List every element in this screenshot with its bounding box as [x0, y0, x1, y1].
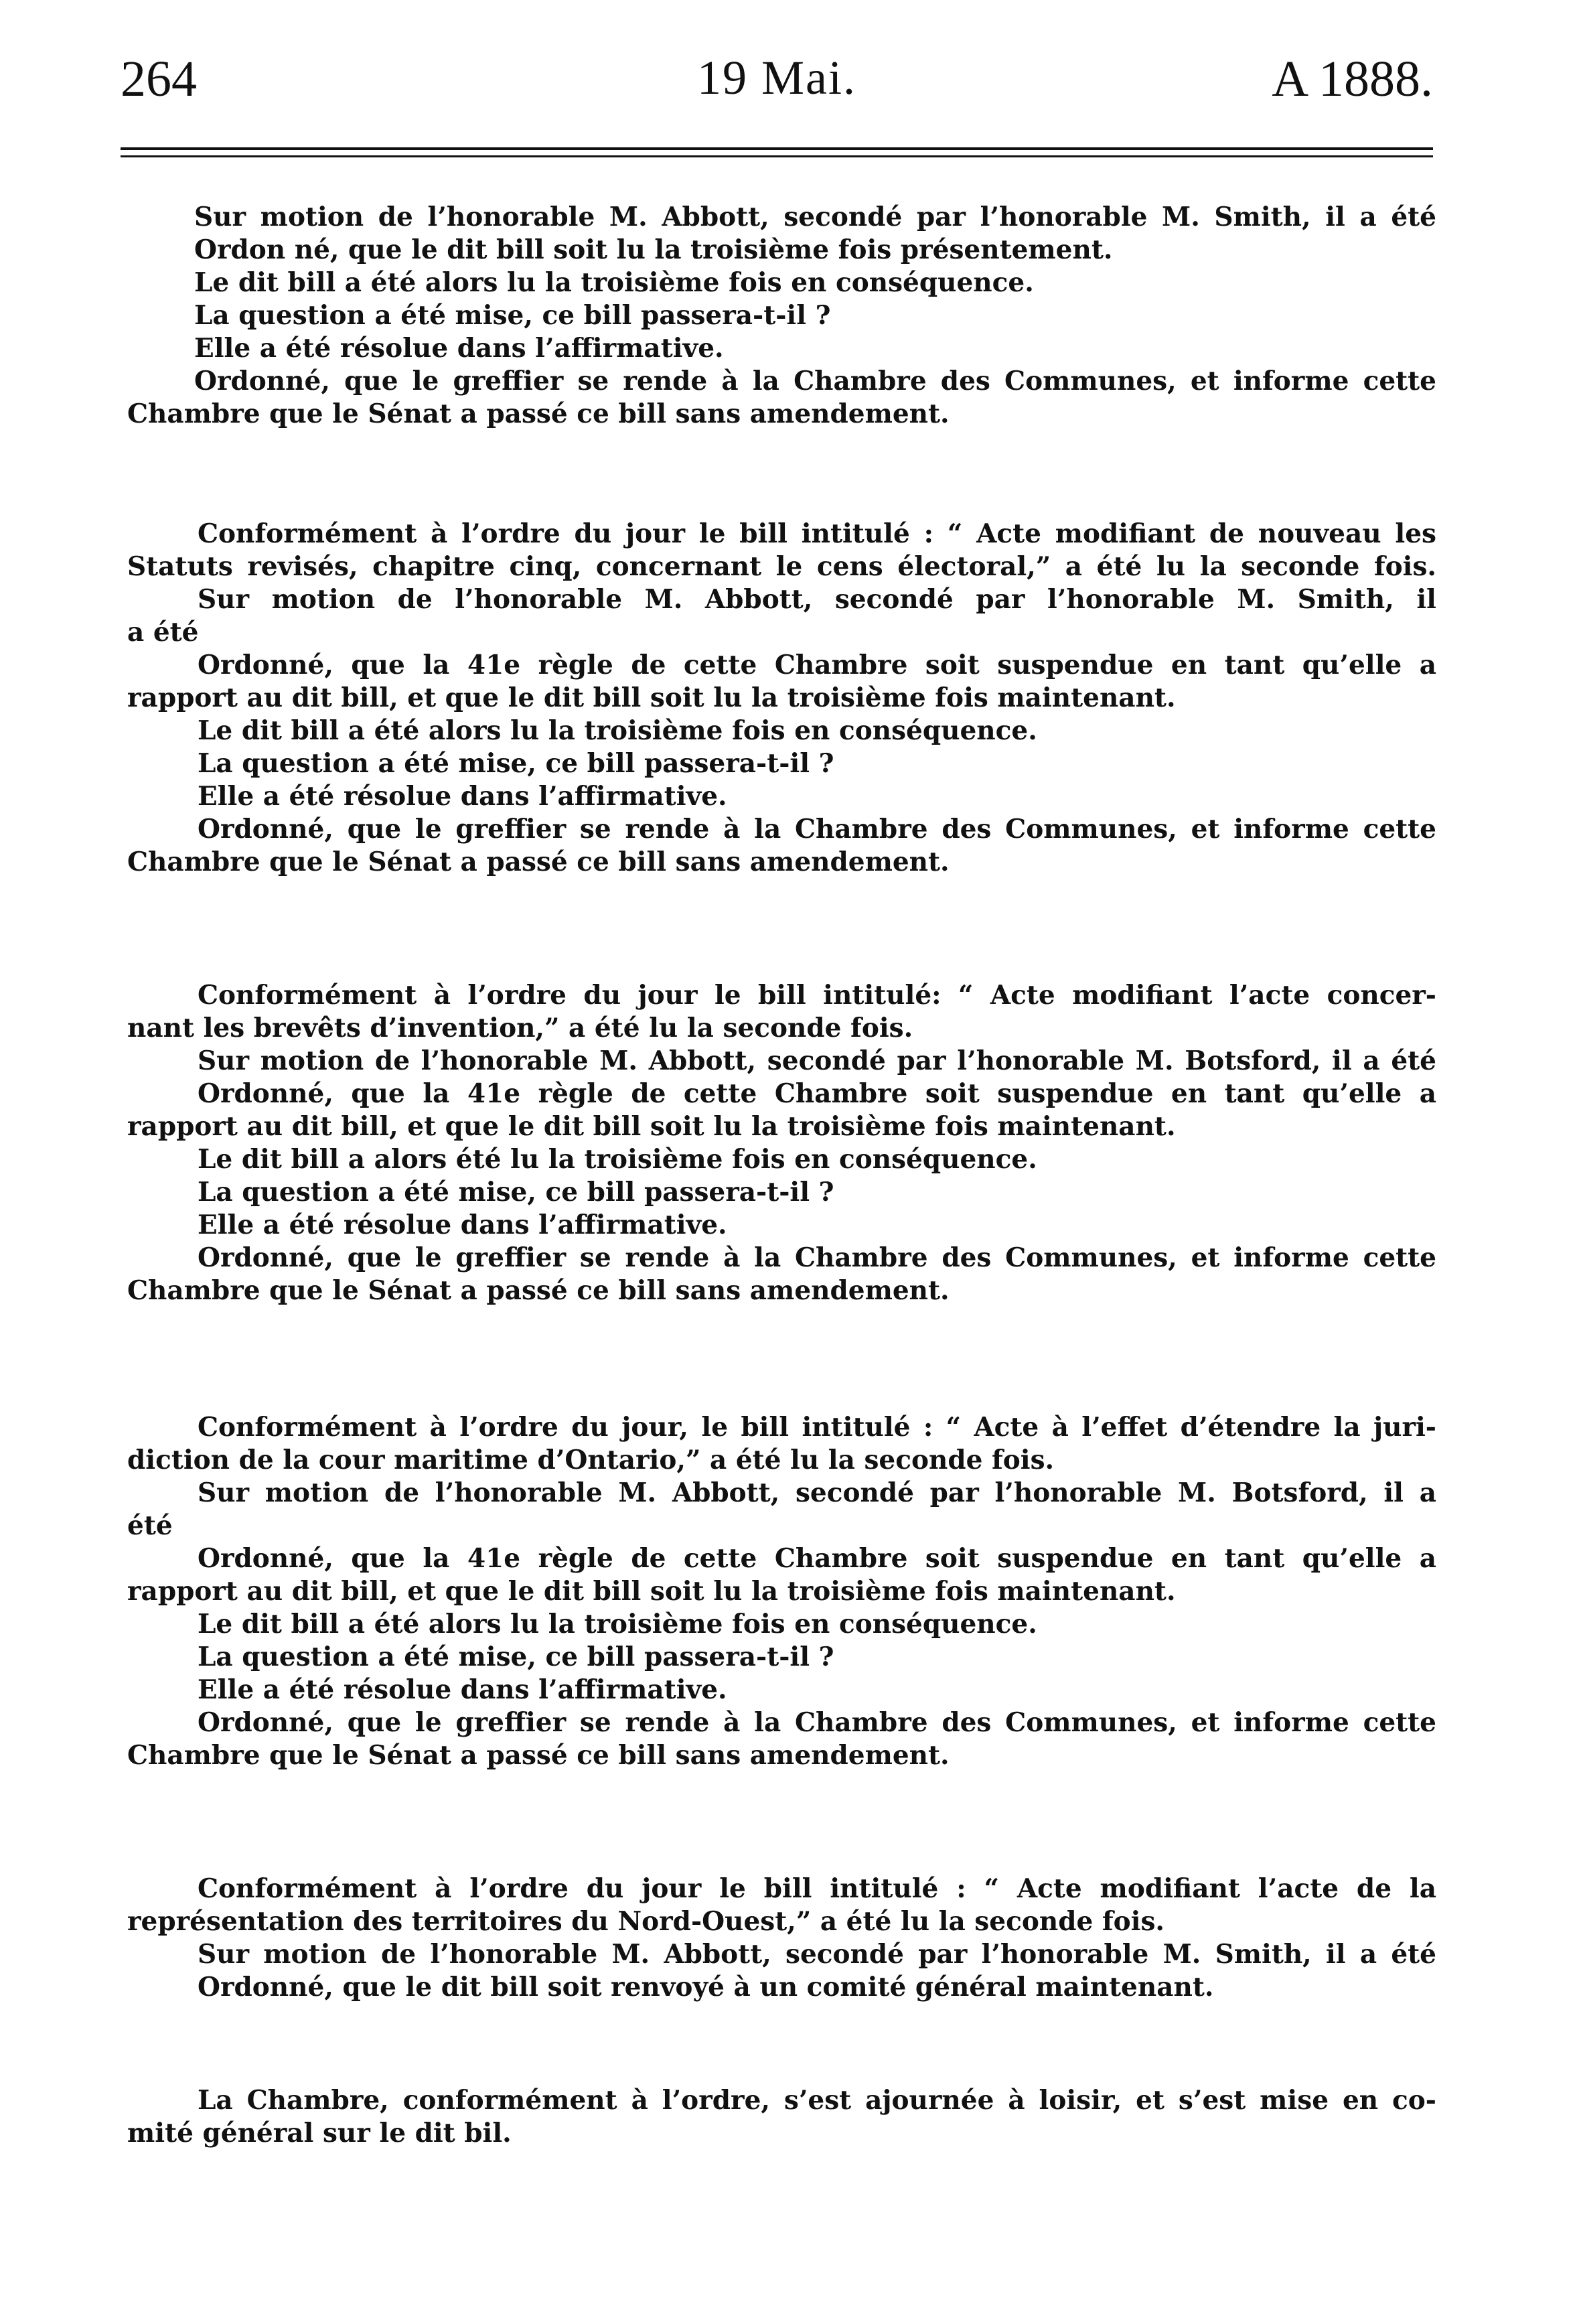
proceedings-section [127, 979, 1436, 1307]
header-year: A 1888. [1272, 51, 1433, 107]
text-line: Sur motion de l’honorable M. Abbott, secondé par l’honorable M. Smith, il a été [198, 1939, 1436, 1970]
text-line: La Chambre, conformément à l’ordre, s’est ajournée à loisir, et s’est mise en co- [198, 2085, 1436, 2116]
text-line: Le dit bill a été alors lu la troisième fois en conséquence. [198, 1609, 1037, 1640]
text-line: Ordonné, que le greffier se rende à la Chambre des Communes, et informe cette [198, 1242, 1436, 1273]
text-line: Sur motion de l’honorable M. Abbott, secondé par l’honorable M. Smith, il a été [194, 202, 1436, 232]
proceedings-section [127, 2084, 1436, 2150]
text-line: Statuts revisés, chapitre cinq, concernant le cens électoral,” a été lu la seconde fois. [127, 551, 1436, 582]
text-line: Ordonné, que la 41e règle de cette Chambre soit suspendue en tant qu’elle a [198, 1078, 1436, 1109]
text-line: Conformément à l’ordre du jour le bill intitulé: “ Acte modifiant l’acte concer- [198, 980, 1436, 1011]
text-line: La question a été mise, ce bill passera-t-il ? [198, 1642, 834, 1672]
text-line: rapport au dit bill, et que le dit bill soit lu la troisième fois maintenant. [127, 682, 1176, 713]
text-line: nant les brevêts d’invention,” a été lu la seconde fois. [127, 1013, 913, 1043]
page-number: 264 [121, 51, 197, 107]
text-line: Ordonné, que la 41e règle de cette Chambre soit suspendue en tant qu’elle a [198, 1543, 1436, 1574]
text-line: Ordonné, que le greffier se rende à la Chambre des Communes, et informe cette [198, 1707, 1436, 1738]
text-line: Conformément à l’ordre du jour le bill intitulé : “ Acte modifiant l’acte de la [198, 1873, 1436, 1904]
text-line: Chambre que le Sénat a passé ce bill sans amendement. [127, 1275, 950, 1306]
text-line: Ordonné, que le greffier se rende à la Chambre des Communes, et informe cette [194, 366, 1436, 396]
text-line: Elle a été résolue dans l’affirmative. [198, 781, 727, 812]
text-line: a été [127, 617, 199, 648]
text-line: diction de la cour maritime d’Ontario,” a été lu la seconde fois. [127, 1445, 1055, 1475]
text-line: Ordonné, que le dit bill soit renvoyé à un comité général maintenant. [198, 1972, 1214, 2003]
text-line: Sur motion de l’honorable M. Abbott, secondé par l’honorable M. Botsford, il a été [198, 1045, 1436, 1076]
header-date: 19 Mai. [697, 51, 856, 104]
text-line: Chambre que le Sénat a passé ce bill sans amendement. [127, 398, 950, 429]
text-line: Ordon né, que le dit bill soit lu la troisième fois présentement. [194, 234, 1113, 265]
text-line: Conformément à l’ordre du jour le bill intitulé : “ Acte modifiant de nouveau les [198, 518, 1436, 549]
text-line: représentation des territoires du Nord-Ouest,” a été lu la seconde fois. [127, 1906, 1164, 1937]
text-line: Ordonné, que le greffier se rende à la Chambre des Communes, et informe cette [198, 814, 1436, 845]
text-line: Elle a été résolue dans l’affirmative. [198, 1674, 727, 1705]
text-line: Le dit bill a été alors lu la troisième fois en conséquence. [194, 267, 1034, 298]
text-line: Le dit bill a été alors lu la troisième fois en conséquence. [198, 715, 1037, 746]
page-header [121, 50, 1433, 124]
page-body [127, 201, 1436, 2150]
text-line: Sur motion de l’honorable M. Abbott, secondé par l’honorable M. Smith, il [198, 584, 1436, 615]
text-line: Ordonné, que la 41e règle de cette Chambre soit suspendue en tant qu’elle a [198, 650, 1436, 680]
text-line: La question a été mise, ce bill passera-t-il ? [198, 1177, 834, 1208]
text-line: Le dit bill a alors été lu la troisième fois en conséquence. [198, 1144, 1037, 1175]
text-line: rapport au dit bill, et que le dit bill soit lu la troisième fois maintenant. [127, 1111, 1176, 1142]
proceedings-section [127, 518, 1436, 879]
text-line: La question a été mise, ce bill passera-t-il ? [194, 300, 831, 331]
header-rule [121, 147, 1433, 150]
text-line: Conformément à l’ordre du jour, le bill intitulé : “ Acte à l’effet d’étendre la juri- [198, 1412, 1436, 1443]
text-line: Chambre que le Sénat a passé ce bill sans amendement. [127, 1740, 950, 1771]
text-line: Elle a été résolue dans l’affirmative. [198, 1210, 727, 1240]
text-line: Elle a été résolue dans l’affirmative. [194, 333, 724, 364]
proceedings-section [127, 1411, 1436, 1772]
proceedings-section [127, 201, 1436, 431]
text-line: Sur motion de l’honorable M. Abbott, secondé par l’honorable M. Botsford, il a [198, 1477, 1436, 1508]
text-line: Chambre que le Sénat a passé ce bill sans amendement. [127, 847, 950, 877]
text-line: mité général sur le dit bil. [127, 2118, 512, 2149]
text-line: rapport au dit bill, et que le dit bill soit lu la troisième fois maintenant. [127, 1576, 1176, 1607]
text-line: été [127, 1510, 173, 1541]
proceedings-section [127, 1873, 1436, 2004]
text-line: La question a été mise, ce bill passera-t-il ? [198, 748, 834, 779]
header-rule [121, 155, 1433, 157]
